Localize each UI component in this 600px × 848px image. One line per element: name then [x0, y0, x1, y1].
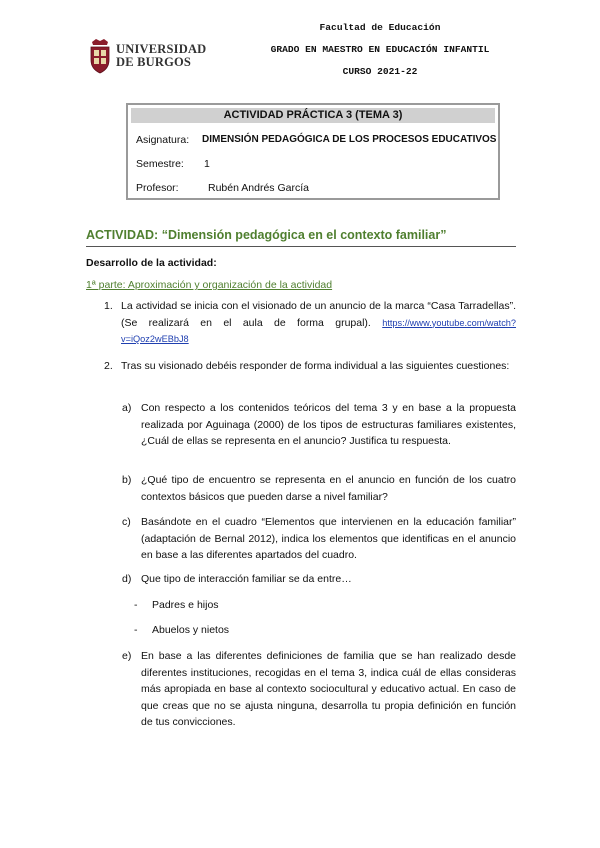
question-a-letter: a) — [122, 402, 132, 414]
item2-number: 2. — [104, 360, 113, 372]
question-d-letter: d) — [122, 573, 132, 585]
course-year: CURSO 2021-22 — [342, 66, 418, 77]
subject-row — [136, 134, 497, 146]
degree-name: GRADO EN MAESTRO EN EDUCACIÓN INFANTIL — [270, 44, 490, 55]
development-heading: Desarrollo de la actividad: — [86, 257, 217, 269]
professor-label: Profesor: — [136, 182, 179, 194]
question-c-letter: c) — [122, 516, 131, 528]
item1-paragraph — [121, 298, 516, 348]
semester-value: 1 — [204, 158, 210, 170]
bullet-parents-children: Padres e hijos — [152, 599, 219, 611]
bullet-dash-2: - — [134, 624, 138, 636]
item1-number: 1. — [104, 300, 113, 312]
question-a-text: Con respecto a los contenidos teóricos del tema 3 y en base a la propuesta realizada por Aguinaga (2000) de los tipos de estructuras familiares existentes, ¿Cuál de ellas se representa en el anuncio? Justifica tu respuesta. — [141, 402, 516, 447]
university-name — [116, 43, 206, 69]
question-e-letter: e) — [122, 650, 132, 662]
question-c-text: Basándote en el cuadro “Elementos que intervienen en la educación familiar” (adaptación de Bernal 2012), indica los elementos que identificas en el anuncio en base a las diferentes apartados del cuadro. — [141, 516, 516, 561]
question-d-text: Que tipo de interacción familiar se da entre… — [141, 573, 352, 585]
faculty-name: Facultad de Educación — [319, 22, 441, 33]
crest-icon — [88, 38, 112, 74]
question-b-letter: b) — [122, 474, 132, 486]
university-logo — [88, 38, 206, 74]
university-line2: DE BURGOS — [116, 55, 192, 69]
subject-label: Asignatura: — [136, 134, 190, 146]
question-b-text: ¿Qué tipo de encuentro se representa en el anuncio en función de los cuatro contextos básicos que pueden darse a nivel familiar? — [141, 474, 516, 503]
item2-text: Tras su visionado debéis responder de forma individual a las siguientes cuestiones: — [121, 360, 510, 372]
bullet-dash-1: - — [134, 599, 138, 611]
activity-title: ACTIVIDAD: “Dimensión pedagógica en el contexto familiar” — [86, 228, 516, 247]
university-line1: UNIVERSIDAD — [116, 42, 207, 56]
professor-value: Rubén Andrés García — [208, 182, 309, 194]
bullet-grandparents-grandchildren: Abuelos y nietos — [152, 624, 230, 636]
activity-info-title: ACTIVIDAD PRÁCTICA 3 (TEMA 3) — [131, 108, 495, 123]
semester-label: Semestre: — [136, 158, 184, 170]
subject-value: DIMENSIÓN PEDAGÓGICA DE LOS PROCESOS EDUCATIVOS — [202, 134, 497, 145]
youtube-link[interactable]: https://www.youtube.com/watch?v=iQoz2wEBbJ8 — [121, 317, 517, 344]
question-e-text: En base a las diferentes definiciones de familia que se han realizado desde diferentes instituciones, recogidas en el tema 3, indica cuál de ellas consideras más apropiada en base al contexto sociocultural y educativo actual. En caso de que creas que no se ajusta ninguna, desarrolla tu propia definición en función de tus convicciones. — [141, 650, 516, 728]
professor-row — [136, 182, 309, 194]
part1-heading: 1ª parte: Aproximación y organización de la actividad — [86, 279, 333, 291]
semester-row — [136, 158, 210, 170]
item1-text: La actividad se inicia con el visionado de un anuncio de la marca “Casa Tarradellas”. (Se realizará en el aula de forma grupal). — [121, 300, 516, 329]
activity-info-box — [126, 103, 500, 200]
